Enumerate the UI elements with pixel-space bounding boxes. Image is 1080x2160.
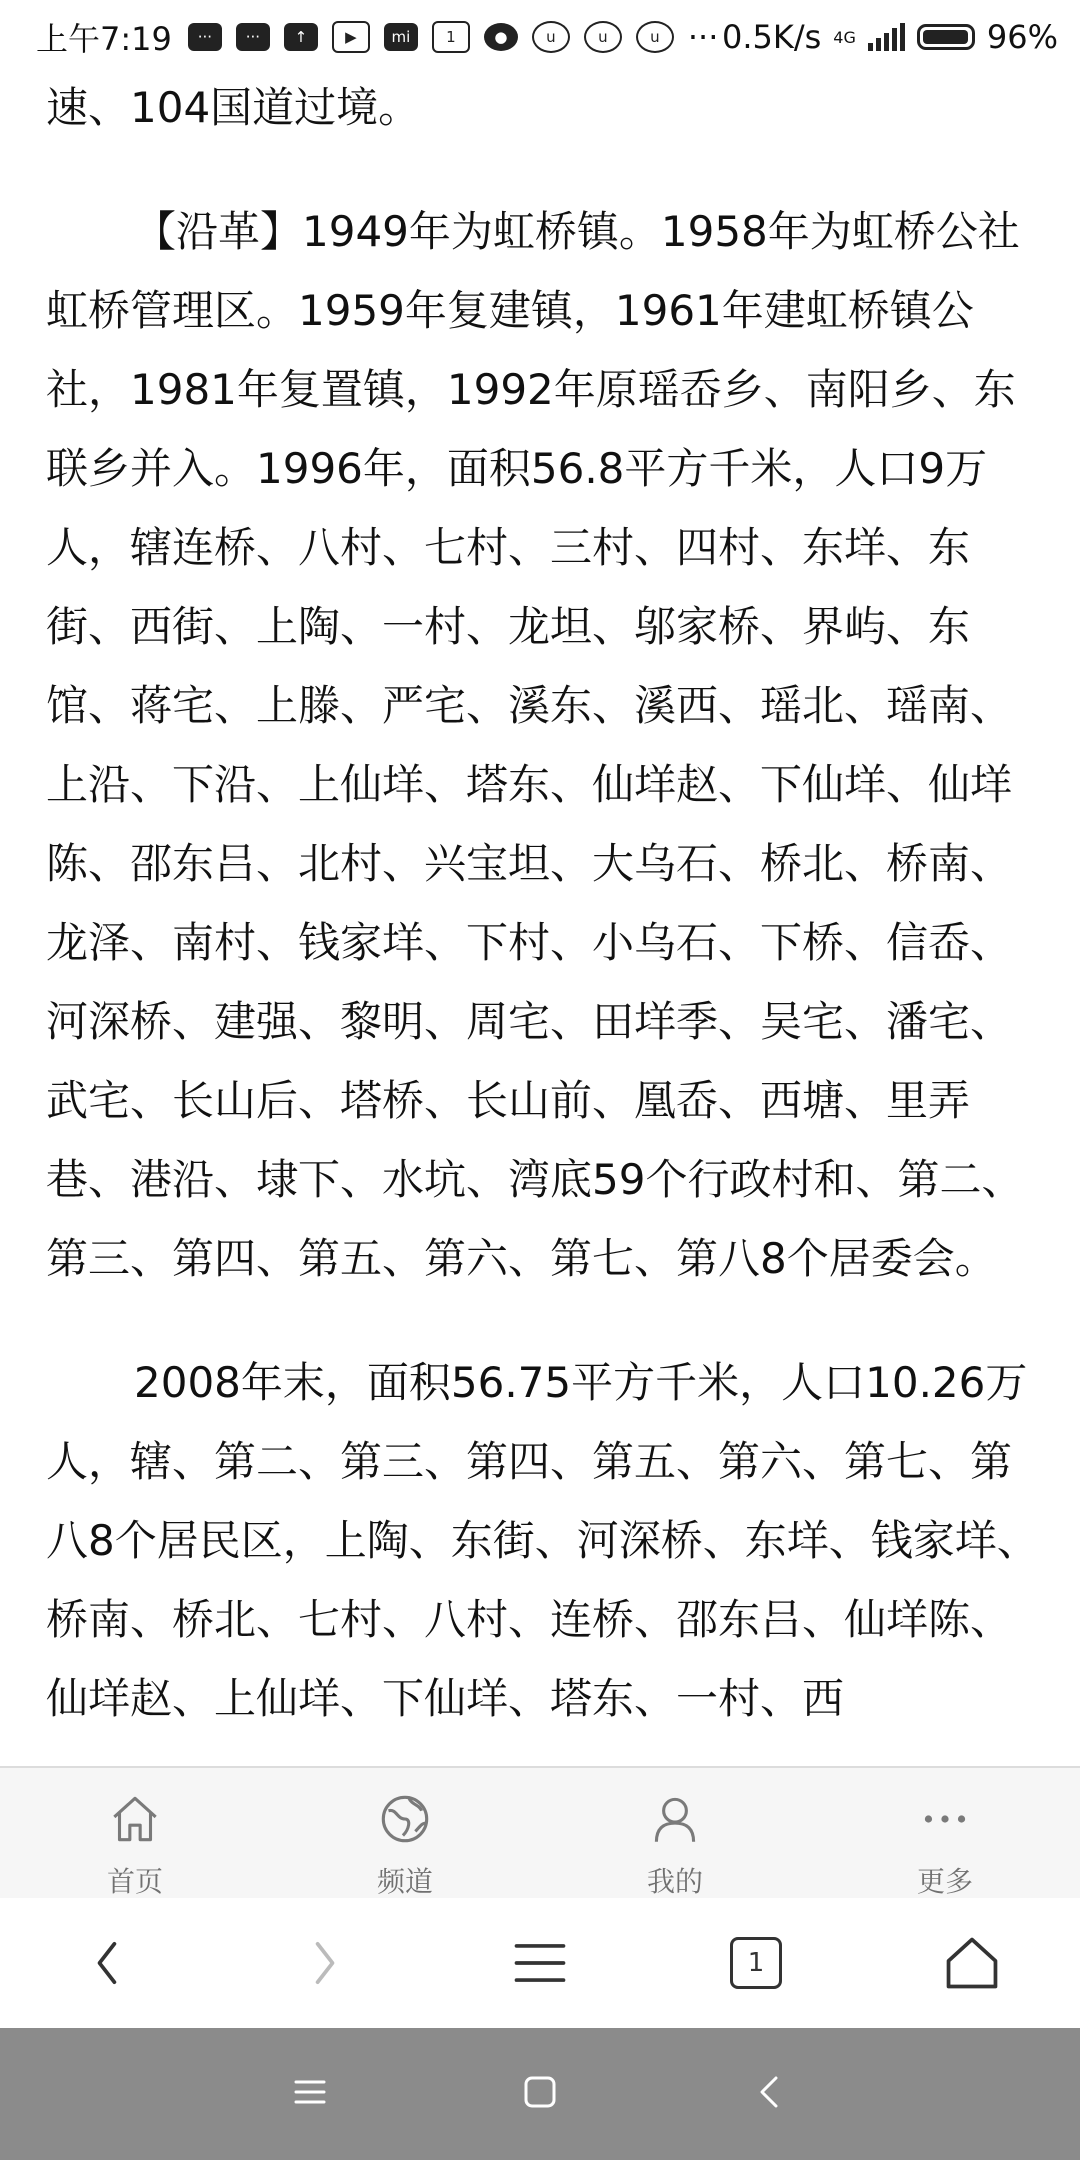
network-type: 4G bbox=[833, 27, 856, 47]
tabs-icon: 1 bbox=[730, 1937, 782, 1989]
more-icon bbox=[914, 1788, 976, 1850]
more-notifications-icon: ··· bbox=[687, 18, 719, 56]
home-icon bbox=[104, 1788, 166, 1850]
calendar-icon: 1 bbox=[432, 21, 470, 53]
home-icon bbox=[940, 1931, 1004, 1995]
article-paragraph: 速、104国道过境。 bbox=[46, 83, 421, 132]
system-back-button[interactable] bbox=[750, 2072, 790, 2116]
tab-mine[interactable] bbox=[540, 1768, 810, 1900]
tab-home[interactable] bbox=[0, 1768, 270, 1900]
status-bar bbox=[0, 0, 1080, 74]
globe-icon bbox=[374, 1788, 436, 1850]
play-store-icon: ▶ bbox=[332, 21, 370, 53]
battery-icon bbox=[917, 24, 975, 50]
uc-icon: u bbox=[532, 21, 570, 53]
forward-icon bbox=[292, 1931, 356, 1995]
bottom-tab-bar bbox=[0, 1766, 1080, 1900]
system-nav-bar bbox=[0, 2028, 1080, 2160]
tab-label: 我的 bbox=[646, 1865, 703, 1898]
upload-icon: ↑ bbox=[284, 23, 318, 51]
menu-icon bbox=[508, 1931, 572, 1995]
back-button[interactable] bbox=[0, 1931, 216, 1995]
back-icon bbox=[76, 1931, 140, 1995]
notification-icons bbox=[188, 18, 719, 56]
menu-button[interactable] bbox=[432, 1931, 648, 1995]
tab-label: 更多 bbox=[916, 1865, 973, 1898]
forward-button[interactable] bbox=[216, 1931, 432, 1995]
system-menu-button[interactable] bbox=[290, 2072, 330, 2116]
tab-channel[interactable] bbox=[270, 1768, 540, 1900]
tab-label: 首页 bbox=[106, 1865, 163, 1898]
tabs-button[interactable] bbox=[648, 1937, 864, 1989]
battery-level: 96% bbox=[986, 18, 1058, 56]
uc-icon: u bbox=[584, 21, 622, 53]
system-home-button[interactable] bbox=[520, 2072, 560, 2116]
article-paragraph: 【沿革】1949年为虹桥镇。1958年为虹桥公社虹桥管理区。1959年复建镇，1961年建虹桥镇公社，1981年复置镇，1992年原瑶岙乡、南阳乡、东联乡并入。1996年，面积56.8平方千米，人口9万人，辖连桥、八村、七村、三村、四村、东垟、东街、西街、上陶、一村、龙坦、邬家桥、界屿、东馆、蒋宅、上滕、严宅、溪东、溪西、瑶北、瑶南、上沿、下沿、上仙垟、塔东、仙垟赵、下仙垟、仙垟陈、邵东吕、北村、兴宝坦、大乌石、桥北、桥南、龙泽、南村、钱家垟、下村、小乌石、下桥、信岙、河深桥、建强、黎明、周宅、田垟季、吴宅、潘宅、武宅、长山后、塔桥、长山前、凰岙、西塘、里弄巷、港沿、埭下、水坑、湾底59个行政村和、第二、第三、第四、第五、第六、第七、第八8个居委会。 bbox=[46, 207, 1024, 1283]
uc-icon: u bbox=[636, 21, 674, 53]
square-icon bbox=[520, 2072, 560, 2112]
browser-nav-bar bbox=[0, 1898, 1080, 2028]
message-icon: ··· bbox=[236, 23, 270, 51]
game-icon: ● bbox=[484, 23, 518, 51]
back-icon bbox=[750, 2072, 790, 2112]
article-paragraph: 2008年末，面积56.75平方千米，人口10.26万人，辖、第二、第三、第四、第五、第六、第七、第八8个居民区，上陶、东街、河深桥、东垟、钱家垟、桥南、桥北、七村、八村、连桥、邵东吕、仙垟陈、仙垟赵、上仙垟、下仙垟、塔东、一村、西 bbox=[46, 1358, 1039, 1723]
mi-icon: mi bbox=[384, 23, 418, 51]
net-speed: 0.5K/s bbox=[721, 18, 822, 56]
message-icon: ··· bbox=[188, 23, 222, 51]
home-button[interactable] bbox=[864, 1931, 1080, 1995]
tab-more[interactable] bbox=[810, 1768, 1080, 1900]
signal-icon bbox=[868, 23, 905, 51]
user-icon bbox=[644, 1788, 706, 1850]
menu-icon bbox=[290, 2072, 330, 2112]
tab-label: 频道 bbox=[376, 1865, 433, 1898]
status-time: 上午7:19 bbox=[36, 20, 172, 58]
article-body bbox=[46, 68, 1046, 1738]
